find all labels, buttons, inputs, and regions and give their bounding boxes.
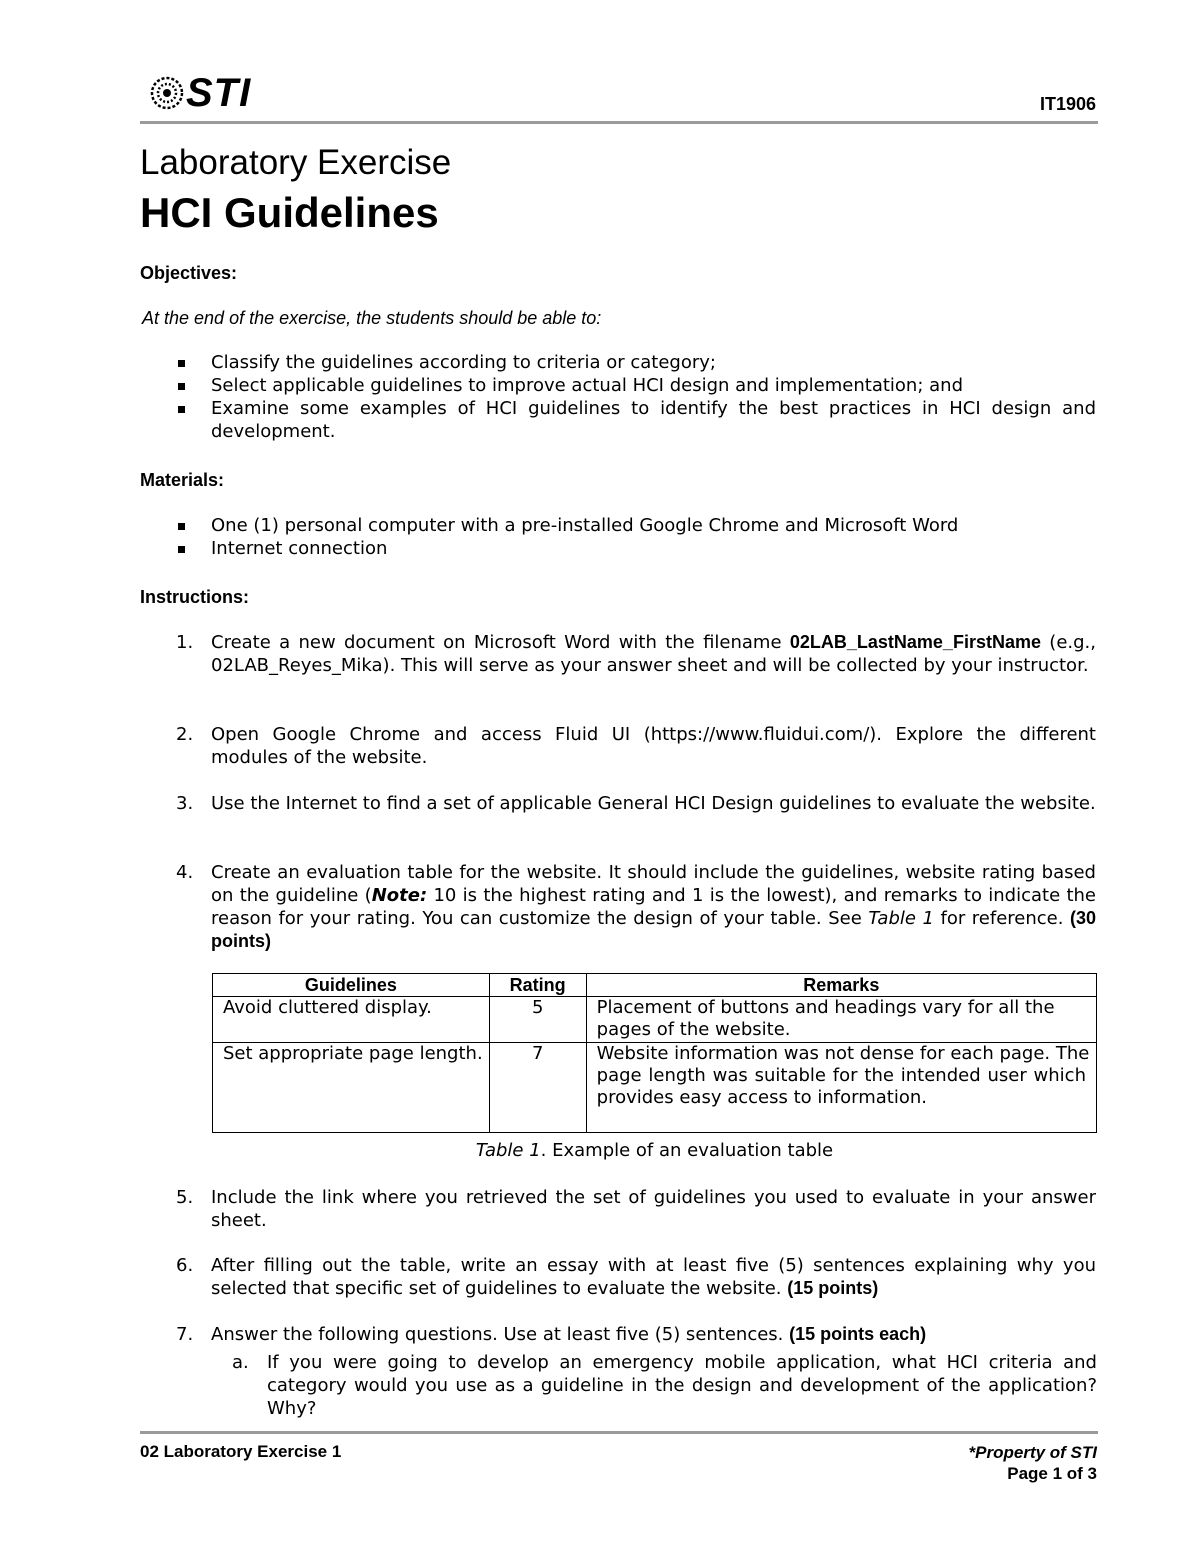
instruction-step-4: 4. Create an evaluation table for the website. It should include the guidelines, website rating based on the guideline (Note: 10 is the highest rating and 1 is the lowest), and remarks to indicate the reason for your rating. You can customize the design of your table. See Table 1 for reference. (30 points) <box>176 862 1097 951</box>
list-item: Classify the guidelines according to criteria or category; <box>140 351 1098 374</box>
instructions-heading: Instructions: <box>140 587 250 607</box>
bullet-icon <box>178 383 185 390</box>
table-cell: Placement of buttons and headings vary for all the pages of the website. <box>586 997 1096 1043</box>
page-title: Laboratory Exercise <box>140 143 452 182</box>
logo-text: STI <box>186 71 252 115</box>
instruction-step-7: 7. Answer the following questions. Use at least five (5) sentences. (15 points each) <box>176 1324 927 1345</box>
bullet-icon <box>178 546 185 553</box>
table-cell: Avoid cluttered display. <box>213 997 490 1043</box>
property-notice: *Property of STI <box>968 1443 1097 1462</box>
instruction-step-5: 5. Include the link where you retrieved the set of guidelines you used to evaluate in your answer sheet. <box>176 1187 1096 1231</box>
bullet-icon <box>178 523 185 530</box>
footer-divider <box>140 1431 1098 1434</box>
list-item: Examine some examples of HCI guidelines to identify the best practices in HCI design and development. <box>140 397 1098 443</box>
objectives-intro: At the end of the exercise, the students should be able to: <box>142 308 602 328</box>
table-row <box>213 997 1097 1043</box>
table-header-row <box>213 974 1097 997</box>
table-cell: 5 <box>489 997 586 1043</box>
evaluation-table <box>212 973 1097 1133</box>
objectives-heading: Objectives: <box>140 263 238 283</box>
table-cell: 7 <box>489 1043 586 1133</box>
page-subtitle: HCI Guidelines <box>140 189 439 236</box>
bullet-icon <box>178 406 185 413</box>
instruction-step-1: 1. Create a new document on Microsoft Word with the filename 02LAB_LastName_FirstName (e.g., 02LAB_Reyes_Mika). This will serve as your answer sheet and will be collected by your instructor. <box>176 632 1096 676</box>
points-label: (30 points) <box>211 908 1097 951</box>
header-divider <box>140 121 1098 124</box>
list-item: One (1) personal computer with a pre-installed Google Chrome and Microsoft Word <box>140 514 1098 537</box>
course-code: IT1906 <box>1039 94 1096 114</box>
sti-logo <box>150 71 252 115</box>
filename-text: 02LAB_LastName_FirstName <box>789 632 1041 652</box>
globe-icon <box>150 76 184 110</box>
points-label: (15 points) <box>787 1278 879 1298</box>
table-caption: Table 1. Example of an evaluation table <box>475 1140 834 1161</box>
list-item: Internet connection <box>140 537 1098 560</box>
table-reference: Table 1 <box>868 908 934 929</box>
question-a: a. If you were going to develop an emergency mobile application, what HCI criteria and category would you use as a guideline in the design and development of the application? Why? <box>232 1352 1097 1419</box>
page-number: Page 1 of 3 <box>1007 1464 1097 1483</box>
footer-page-info <box>969 1442 1097 1484</box>
instruction-step-3: 3. Use the Internet to find a set of applicable General HCI Design guidelines to evaluate the website. <box>176 793 1096 814</box>
table-cell: Website information was not dense for each page. The page length was suitable for the intended user which provides easy access to information. <box>586 1043 1096 1133</box>
table-cell: Set appropriate page length. <box>213 1043 490 1133</box>
footer-label: 02 Laboratory Exercise 1 <box>140 1442 342 1461</box>
list-item: Select applicable guidelines to improve actual HCI design and implementation; and <box>140 374 1098 397</box>
column-header: Guidelines <box>213 974 490 997</box>
points-label: (15 points each) <box>789 1324 927 1344</box>
column-header: Rating <box>489 974 586 997</box>
bullet-icon <box>178 360 185 367</box>
note-label: Note: <box>371 885 428 906</box>
column-header: Remarks <box>586 974 1096 997</box>
materials-heading: Materials: <box>140 470 225 490</box>
table-row <box>213 1043 1097 1133</box>
instruction-step-6: 6. After filling out the table, write an essay with at least five (5) sentences explaining why you selected that specific set of guidelines to evaluate the website. (15 points) <box>176 1255 1096 1299</box>
instruction-step-2: 2. Open Google Chrome and access Fluid UI (https://www.fluidui.com/). Explore the different modules of the website. <box>176 724 1096 768</box>
